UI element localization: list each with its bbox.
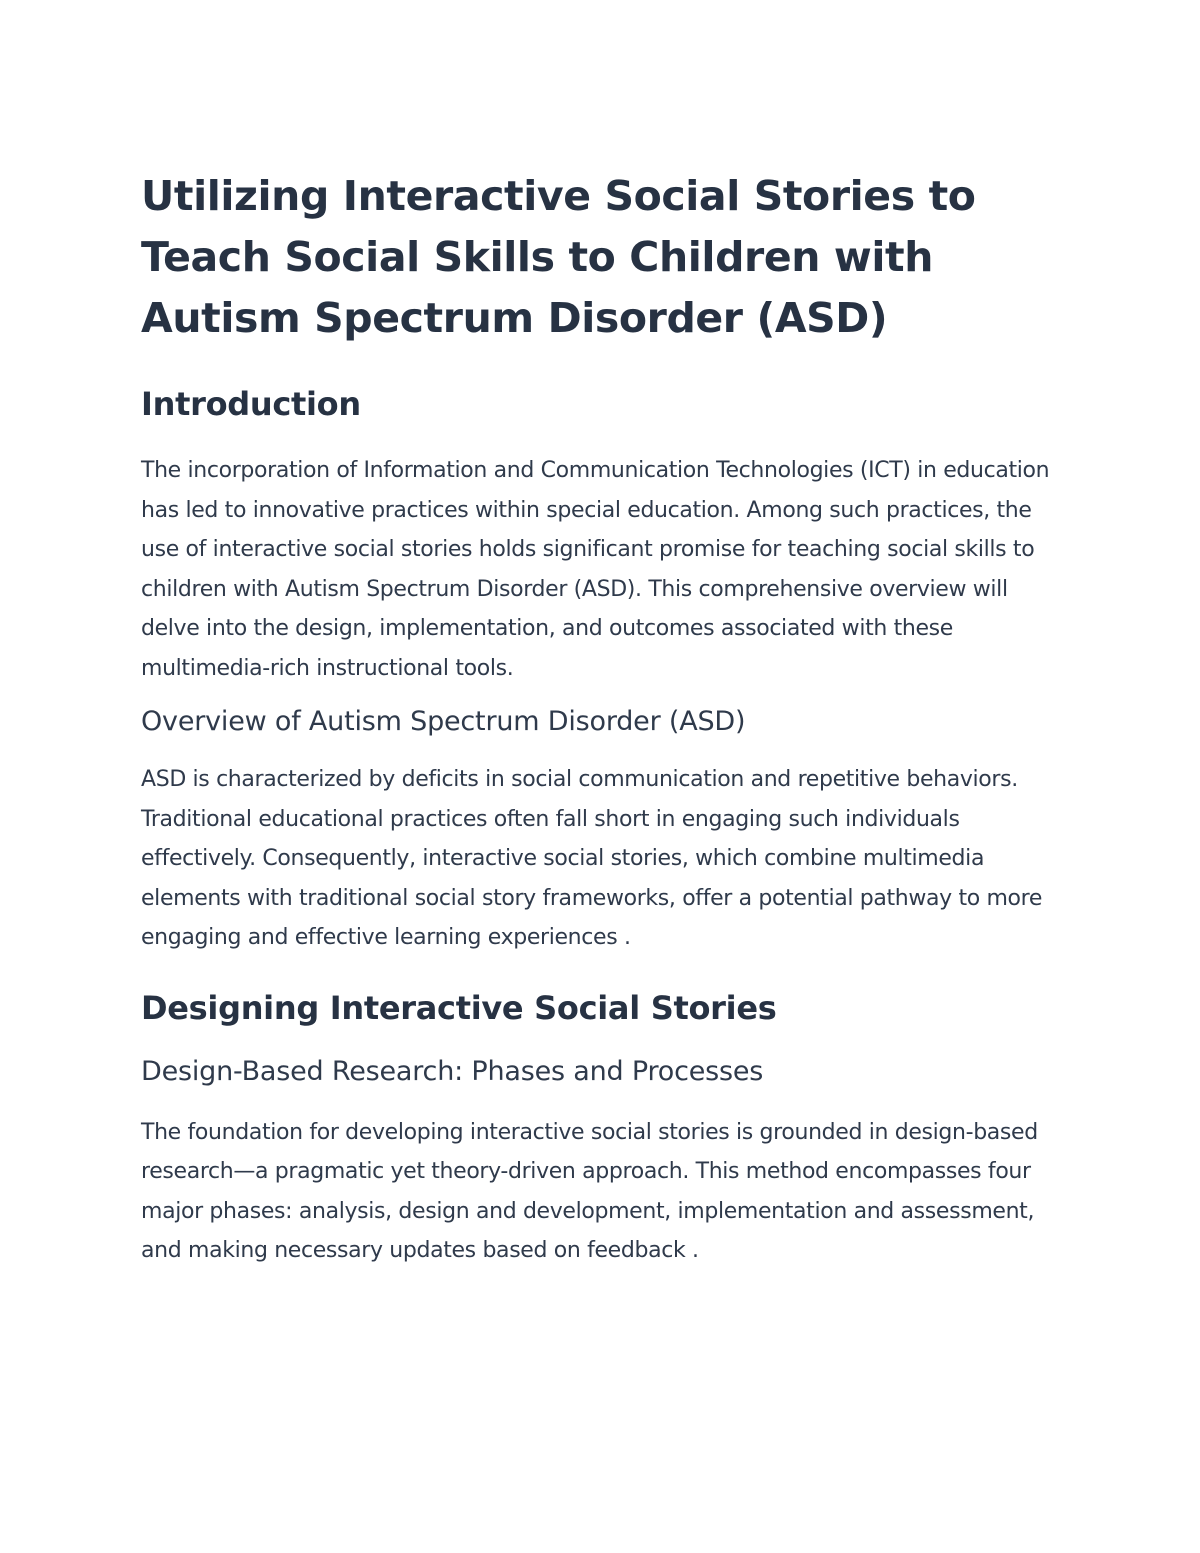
document-title: Utilizing Interactive Social Stories to Teach Social Skills to Children with Autism Spectrum Disorder (ASD) bbox=[141, 172, 976, 342]
subsection-heading-design-based-research: Design-Based Research: Phases and Processes bbox=[141, 1055, 764, 1087]
asd-overview-paragraph: ASD is characterized by deficits in social communication and repetitive behaviors. Traditional educational practices often fall short in engaging such individuals effectively. Consequently, interactive social stories, which combine multimedia elements with traditional social story frameworks, offer a potential pathway to more engaging and effective learning experiences . bbox=[141, 767, 1043, 950]
document-page bbox=[141, 166, 1061, 1271]
introduction-paragraph: The incorporation of Information and Communication Technologies (ICT) in education has led to innovative practices within special education. Among such practices, the use of interactive social stories holds significant promise for teaching social skills to children with Autism Spectrum Disorder (ASD). This comprehensive overview will delve into the design, implementation, and outcomes associated with these multimedia-rich instructional tools. bbox=[141, 458, 1050, 681]
section-heading-introduction: Introduction bbox=[141, 385, 361, 423]
design-based-research-paragraph: The foundation for developing interactive social stories is grounded in design-based research—a pragmatic yet theory-driven approach. This method encompasses four major phases: analysis, design and development, implementation and assessment, and making necessary updates based on feedback . bbox=[141, 1119, 1038, 1263]
section-heading-designing: Designing Interactive Social Stories bbox=[141, 988, 777, 1027]
subsection-heading-asd-overview: Overview of Autism Spectrum Disorder (ASD) bbox=[141, 706, 746, 737]
